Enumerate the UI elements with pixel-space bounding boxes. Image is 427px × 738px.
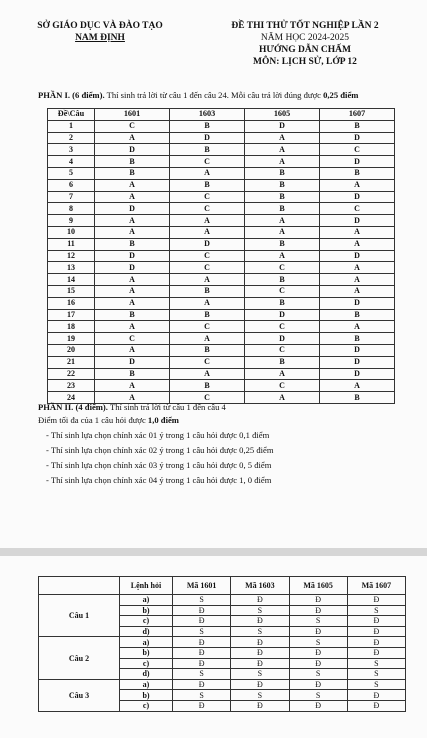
part2-col-header: Mã 1605	[289, 577, 347, 595]
answer-cell: Đ	[347, 647, 405, 658]
answer-cell: A	[320, 285, 395, 297]
part2-answer-table	[38, 576, 406, 712]
table-row	[48, 274, 395, 286]
part2-max-score	[38, 415, 418, 426]
table-row	[48, 238, 395, 250]
answer-cell: C	[320, 203, 395, 215]
answer-cell: A	[245, 215, 320, 227]
question-number: 18	[48, 321, 95, 333]
answer-cell: D	[320, 250, 395, 262]
answer-cell: D	[245, 309, 320, 321]
answer-cell: A	[95, 226, 170, 238]
answer-cell: C	[170, 250, 245, 262]
answer-cell: D	[320, 132, 395, 144]
answer-cell: A	[170, 368, 245, 380]
answer-cell: A	[245, 250, 320, 262]
answer-cell: A	[320, 179, 395, 191]
answer-cell: C	[245, 344, 320, 356]
answer-cell: S	[173, 595, 231, 606]
answer-cell: B	[170, 380, 245, 392]
table-row	[48, 203, 395, 215]
answer-cell: S	[289, 669, 347, 680]
answer-cell: Đ	[347, 626, 405, 637]
answer-cell: S	[173, 669, 231, 680]
question-number: 24	[48, 392, 95, 404]
answer-cell: B	[95, 167, 170, 179]
table-row	[48, 191, 395, 203]
statement-label: d)	[120, 669, 173, 680]
answer-cell: Đ	[231, 647, 289, 658]
question-number: 1	[48, 120, 95, 132]
answer-cell: D	[320, 191, 395, 203]
answer-col-header: Đề\Câu	[48, 109, 95, 121]
answer-cell: A	[95, 285, 170, 297]
question-number: 3	[48, 144, 95, 156]
answer-cell: S	[289, 690, 347, 701]
table-row	[48, 309, 395, 321]
answer-cell: B	[95, 156, 170, 168]
answer-cell: B	[245, 191, 320, 203]
answer-cell: C	[245, 262, 320, 274]
answer-cell: Đ	[347, 595, 405, 606]
part1-title-bold: PHẦN I. (6 điểm).	[38, 90, 105, 100]
table-row	[48, 226, 395, 238]
question-number: 2	[48, 132, 95, 144]
answer-cell: A	[95, 132, 170, 144]
part2-rules	[38, 430, 418, 486]
answer-cell: A	[245, 144, 320, 156]
answer-cell: D	[95, 262, 170, 274]
table-row	[48, 156, 395, 168]
answer-cell: A	[95, 380, 170, 392]
answer-cell: A	[320, 321, 395, 333]
answer-cell: S	[231, 669, 289, 680]
answer-cell: Đ	[231, 595, 289, 606]
table-row	[48, 321, 395, 333]
question-number: 20	[48, 344, 95, 356]
answer-cell: B	[320, 309, 395, 321]
answer-cell: A	[170, 226, 245, 238]
part2-max-text: Điểm tối đa của 1 câu hỏi được	[38, 415, 148, 425]
statement-label: d)	[120, 626, 173, 637]
answer-cell: A	[245, 226, 320, 238]
answer-cell: C	[95, 333, 170, 345]
answer-cell: A	[95, 297, 170, 309]
answer-cell: D	[320, 344, 395, 356]
table-row	[48, 179, 395, 191]
answer-cell: C	[245, 321, 320, 333]
answer-cell: A	[95, 321, 170, 333]
question-number: 19	[48, 333, 95, 345]
question-number: 14	[48, 274, 95, 286]
part2-section	[38, 402, 418, 486]
answer-cell: B	[95, 238, 170, 250]
question-number: 7	[48, 191, 95, 203]
answer-cell: D	[170, 132, 245, 144]
answer-cell: Đ	[347, 700, 405, 711]
answer-cell: D	[320, 356, 395, 368]
answer-col-header: 1607	[320, 109, 395, 121]
part2-table-body	[39, 595, 406, 712]
answer-cell: A	[320, 226, 395, 238]
answer-cell: Đ	[289, 700, 347, 711]
question-number: 16	[48, 297, 95, 309]
answer-cell: S	[289, 637, 347, 648]
part2-max-points: 1,0 điểm	[147, 415, 179, 425]
scoring-rule: - Thí sinh lựa chọn chính xác 04 ý trong 1 câu hỏi được 1, 0 điểm	[46, 475, 272, 485]
answer-cell: S	[231, 690, 289, 701]
question-label: Câu 2	[39, 637, 120, 679]
part2-title	[38, 402, 418, 413]
statement-label: c)	[120, 700, 173, 711]
province-name: NAM ĐỊNH	[75, 33, 125, 43]
table-row	[48, 215, 395, 227]
answer-cell: A	[95, 191, 170, 203]
question-number: 6	[48, 179, 95, 191]
answer-cell: S	[289, 616, 347, 627]
question-number: 5	[48, 167, 95, 179]
question-number: 9	[48, 215, 95, 227]
answer-cell: Đ	[231, 700, 289, 711]
answer-cell: C	[170, 191, 245, 203]
answer-cell: Đ	[289, 626, 347, 637]
question-number: 8	[48, 203, 95, 215]
answer-cell: C	[95, 120, 170, 132]
answer-cell: S	[231, 605, 289, 616]
answer-cell: A	[320, 262, 395, 274]
answer-cell: C	[245, 380, 320, 392]
answer-cell: Đ	[173, 637, 231, 648]
answer-cell: A	[170, 274, 245, 286]
answer-cell: S	[347, 669, 405, 680]
table-row	[39, 595, 406, 606]
answer-cell: C	[170, 392, 245, 404]
part2-col-header: Mã 1607	[347, 577, 405, 595]
part1-answer-table	[47, 108, 395, 404]
answer-cell: B	[95, 368, 170, 380]
scoring-rule: - Thí sinh lựa chọn chính xác 01 ý trong 1 câu hỏi được 0,1 điểm	[46, 430, 270, 440]
answer-cell: B	[170, 309, 245, 321]
answer-cell: Đ	[173, 658, 231, 669]
answer-cell: A	[95, 274, 170, 286]
department-name: SỞ GIÁO DỤC VÀ ĐÀO TẠO	[37, 21, 163, 31]
statement-label: b)	[120, 690, 173, 701]
answer-cell: Đ	[231, 679, 289, 690]
answer-cell: C	[320, 144, 395, 156]
scoring-rule: - Thí sinh lựa chọn chính xác 02 ý trong 1 câu hỏi được 0,25 điểm	[46, 445, 274, 455]
answer-cell: D	[95, 203, 170, 215]
statement-label: b)	[120, 647, 173, 658]
answer-cell: A	[95, 215, 170, 227]
question-number: 10	[48, 226, 95, 238]
part1-title-points: 0,25 điểm	[323, 90, 359, 100]
answer-cell: Đ	[289, 647, 347, 658]
answer-cell: Đ	[173, 605, 231, 616]
answer-cell: C	[170, 203, 245, 215]
answer-cell: A	[245, 132, 320, 144]
answer-cell: A	[245, 156, 320, 168]
answer-cell: C	[170, 356, 245, 368]
answer-cell: D	[320, 215, 395, 227]
part2-title-text: Thí sinh trả lời từ câu 1 đến câu 4	[107, 402, 226, 412]
answer-cell: S	[347, 658, 405, 669]
school-year: NĂM HỌC 2024-2025	[260, 33, 350, 43]
part2-col-header: Mã 1603	[231, 577, 289, 595]
answer-cell: A	[245, 368, 320, 380]
answer-col-header: 1605	[245, 109, 320, 121]
answer-cell: A	[170, 297, 245, 309]
answer-cell: C	[170, 321, 245, 333]
guide-title: HƯỚNG DẪN CHẤM	[259, 45, 351, 55]
answer-cell: B	[245, 179, 320, 191]
answer-cell: D	[320, 297, 395, 309]
table-row	[48, 297, 395, 309]
answer-cell: D	[245, 333, 320, 345]
question-number: 23	[48, 380, 95, 392]
table-row	[48, 132, 395, 144]
question-label: Câu 1	[39, 595, 120, 637]
answer-cell: C	[245, 285, 320, 297]
answer-cell: D	[95, 250, 170, 262]
answer-col-header: 1603	[170, 109, 245, 121]
answer-cell: B	[170, 179, 245, 191]
answer-cell: Đ	[231, 616, 289, 627]
answer-cell: Đ	[289, 605, 347, 616]
answer-cell: A	[320, 238, 395, 250]
exam-header	[210, 20, 400, 68]
page-2	[0, 556, 427, 738]
answer-cell: S	[173, 690, 231, 701]
question-label: Câu 3	[39, 679, 120, 711]
answer-cell: S	[347, 679, 405, 690]
table-row	[48, 333, 395, 345]
question-number: 17	[48, 309, 95, 321]
answer-cell: S	[347, 605, 405, 616]
question-number: 22	[48, 368, 95, 380]
table-row	[39, 637, 406, 648]
answer-cell: B	[245, 297, 320, 309]
answer-cell: S	[173, 626, 231, 637]
answer-cell: A	[95, 179, 170, 191]
answer-cell: D	[95, 144, 170, 156]
answer-cell: B	[320, 167, 395, 179]
part2-col-header: Lệnh hỏi	[120, 577, 173, 595]
answer-cell: A	[95, 392, 170, 404]
answer-cell: B	[245, 356, 320, 368]
table-row	[39, 679, 406, 690]
department-header	[30, 20, 170, 44]
answer-cell: B	[170, 344, 245, 356]
subject-title: MÔN: LỊCH SỬ, LỚP 12	[253, 57, 357, 67]
statement-label: a)	[120, 637, 173, 648]
table-row	[48, 356, 395, 368]
answer-cell: A	[170, 215, 245, 227]
answer-cell: B	[170, 120, 245, 132]
answer-cell: D	[320, 368, 395, 380]
answer-cell: A	[170, 167, 245, 179]
answer-cell: A	[245, 392, 320, 404]
answer-cell: B	[320, 392, 395, 404]
statement-label: a)	[120, 595, 173, 606]
question-number: 4	[48, 156, 95, 168]
part1-title	[38, 90, 418, 101]
statement-label: c)	[120, 658, 173, 669]
answer-cell: Đ	[347, 637, 405, 648]
answer-cell: Đ	[173, 700, 231, 711]
statement-label: a)	[120, 679, 173, 690]
answer-cell: Đ	[347, 616, 405, 627]
answer-table-body	[48, 120, 395, 403]
answer-cell: D	[95, 356, 170, 368]
table-row	[48, 167, 395, 179]
table-row	[48, 368, 395, 380]
answer-cell: Đ	[289, 595, 347, 606]
answer-cell: B	[95, 309, 170, 321]
answer-cell: B	[320, 333, 395, 345]
answer-cell: Đ	[289, 658, 347, 669]
answer-cell: A	[170, 333, 245, 345]
question-number: 21	[48, 356, 95, 368]
part2-col-header: Mã 1601	[173, 577, 231, 595]
table-row	[48, 262, 395, 274]
answer-cell: A	[320, 274, 395, 286]
table-row	[48, 250, 395, 262]
answer-cell: B	[245, 274, 320, 286]
answer-cell: D	[170, 238, 245, 250]
answer-cell: B	[170, 144, 245, 156]
table-row	[48, 344, 395, 356]
question-number: 11	[48, 238, 95, 250]
part1-title-text: Thí sinh trả lời từ câu 1 đến câu 24. Mỗi câu trả lời đúng được	[104, 90, 324, 100]
answer-cell: D	[320, 156, 395, 168]
table-row	[48, 285, 395, 297]
answer-cell: Đ	[173, 616, 231, 627]
answer-cell: Đ	[231, 658, 289, 669]
table-row	[48, 144, 395, 156]
statement-label: b)	[120, 605, 173, 616]
answer-cell: A	[320, 380, 395, 392]
part2-col-header	[39, 577, 120, 595]
answer-cell: Đ	[289, 679, 347, 690]
answer-cell: B	[170, 285, 245, 297]
table-row	[48, 380, 395, 392]
answer-cell: Đ	[347, 690, 405, 701]
exam-title: ĐỀ THI THỬ TỐT NGHIỆP LẦN 2	[231, 21, 379, 31]
answer-cell: A	[95, 344, 170, 356]
question-number: 15	[48, 285, 95, 297]
answer-cell: B	[245, 167, 320, 179]
part2-title-bold: PHẦN II. (4 điểm).	[38, 402, 108, 412]
answer-cell: B	[320, 120, 395, 132]
question-number: 12	[48, 250, 95, 262]
answer-cell: C	[170, 262, 245, 274]
part2-table-header	[39, 577, 406, 595]
answer-cell: B	[245, 203, 320, 215]
table-row	[48, 120, 395, 132]
answer-col-header: 1601	[95, 109, 170, 121]
answer-cell: D	[245, 120, 320, 132]
question-number: 13	[48, 262, 95, 274]
answer-cell: Đ	[231, 637, 289, 648]
answer-cell: C	[170, 156, 245, 168]
statement-label: c)	[120, 616, 173, 627]
answer-cell: S	[231, 626, 289, 637]
scoring-rule: - Thí sinh lựa chọn chính xác 03 ý trong 1 câu hỏi được 0, 5 điểm	[46, 460, 272, 470]
answer-cell: B	[245, 238, 320, 250]
answer-cell: Đ	[173, 679, 231, 690]
answer-table-header	[48, 109, 395, 121]
answer-cell: Đ	[173, 647, 231, 658]
